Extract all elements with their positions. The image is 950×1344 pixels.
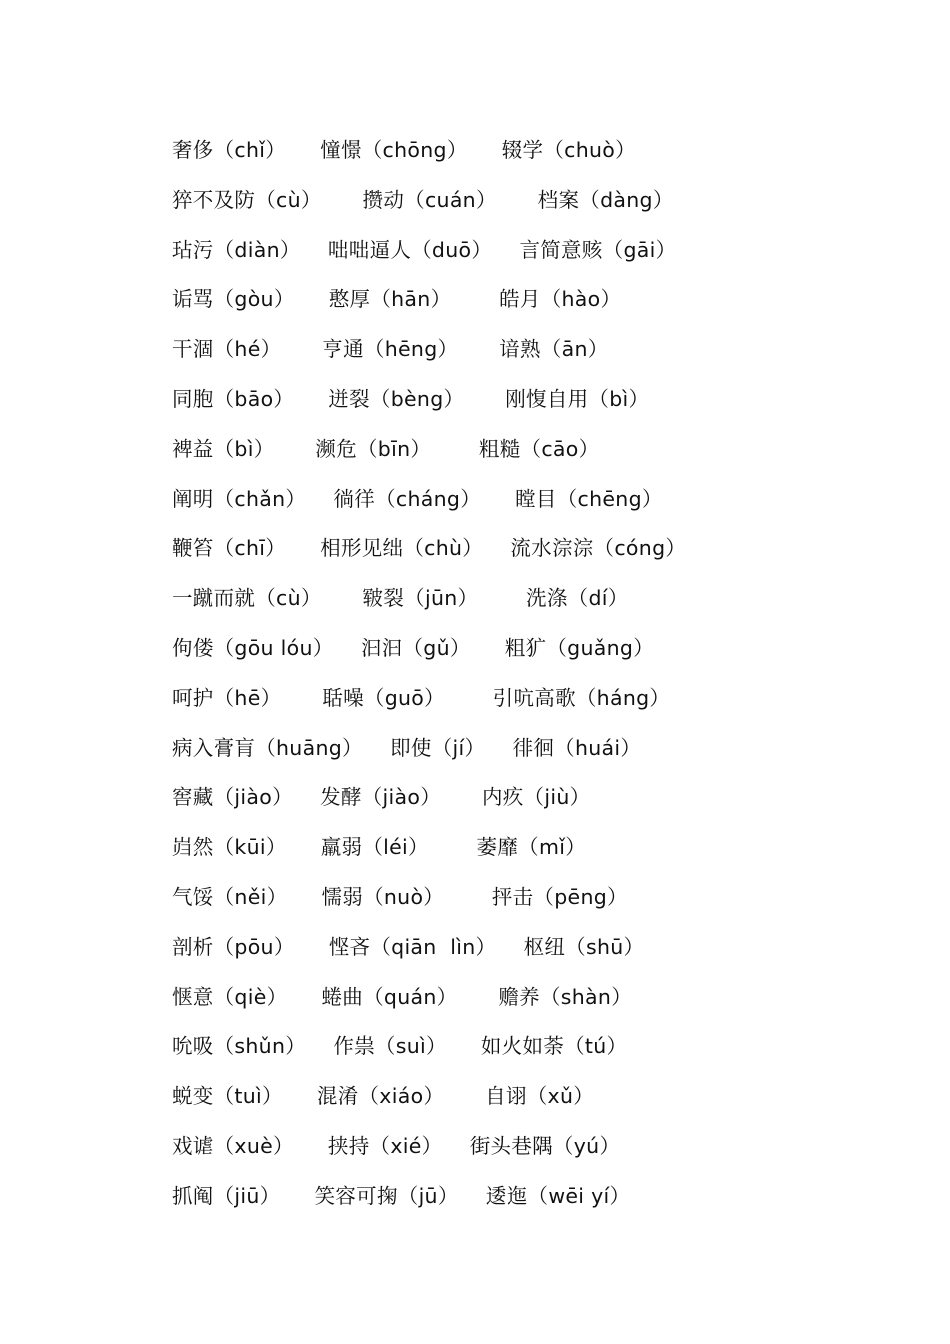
vocab-row: 阐明（chǎn） 徜徉（cháng） 瞠目（chēng） bbox=[172, 486, 663, 511]
vocab-row: 抓阄（jiū） 笑容可掬（jū） 逶迤（wēi yí） bbox=[172, 1183, 631, 1208]
vocab-row: 气馁（něi） 懦弱（nuò） 抨击（pēng） bbox=[172, 884, 628, 909]
vocab-row: 鞭笞（chī） 相形见绌（chù） 流水淙淙（cóng） bbox=[172, 536, 687, 561]
vocab-row: 佝偻（gōu lóu） 汩汩（gǔ） 粗犷（guǎng） bbox=[172, 635, 655, 660]
vocab-row: 戏谑（xuè） 挟持（xié） 街头巷隅（yú） bbox=[172, 1133, 621, 1158]
vocab-row: 一蹴而就（cù） 皲裂（jūn） 洗涤（dí） bbox=[172, 586, 629, 611]
vocab-row: 同胞（bāo） 迸裂（bèng） 刚愎自用（bì） bbox=[172, 386, 650, 411]
vocab-row: 剖析（pōu） 悭吝（qiān lìn） 枢纽（shū） bbox=[172, 934, 645, 959]
vocab-row: 干涸（hé） 亨通（hēng） 谙熟（ān） bbox=[172, 337, 609, 362]
pinyin-vocabulary-list bbox=[172, 130, 892, 1226]
vocab-row: 呵护（hē） 聒噪（guō） 引吭高歌（háng） bbox=[172, 685, 671, 710]
vocab-row: 裨益（bì） 濒危（bīn） 粗糙（cāo） bbox=[172, 436, 600, 461]
vocab-row: 猝不及防（cù） 攒动（cuán） 档案（dàng） bbox=[172, 187, 674, 212]
vocab-row: 玷污（diàn） 咄咄逼人（duō） 言简意赅（gāi） bbox=[172, 237, 677, 262]
vocab-row: 惬意（qiè） 蜷曲（quán） 赡养（shàn） bbox=[172, 984, 632, 1009]
vocab-row: 奢侈（chǐ） 憧憬（chōng） 辍学（chuò） bbox=[172, 138, 636, 162]
vocab-row: 吮吸（shǔn） 作祟（suì） 如火如荼（tú） bbox=[172, 1034, 628, 1059]
vocab-row: 诟骂（gòu） 憨厚（hān） 皓月（hào） bbox=[172, 287, 622, 312]
vocab-row: 蜕变（tuì） 混淆（xiáo） 自诩（xǔ） bbox=[172, 1084, 595, 1109]
vocab-row: 病入膏肓（huāng） 即使（jí） 徘徊（huái） bbox=[172, 735, 642, 760]
vocab-row: 岿然（kūi） 羸弱（léi） 萎靡（mǐ） bbox=[172, 835, 587, 860]
vocab-row: 窖藏（jiào） 发酵（jiào） 内疚（jiù） bbox=[172, 785, 591, 810]
